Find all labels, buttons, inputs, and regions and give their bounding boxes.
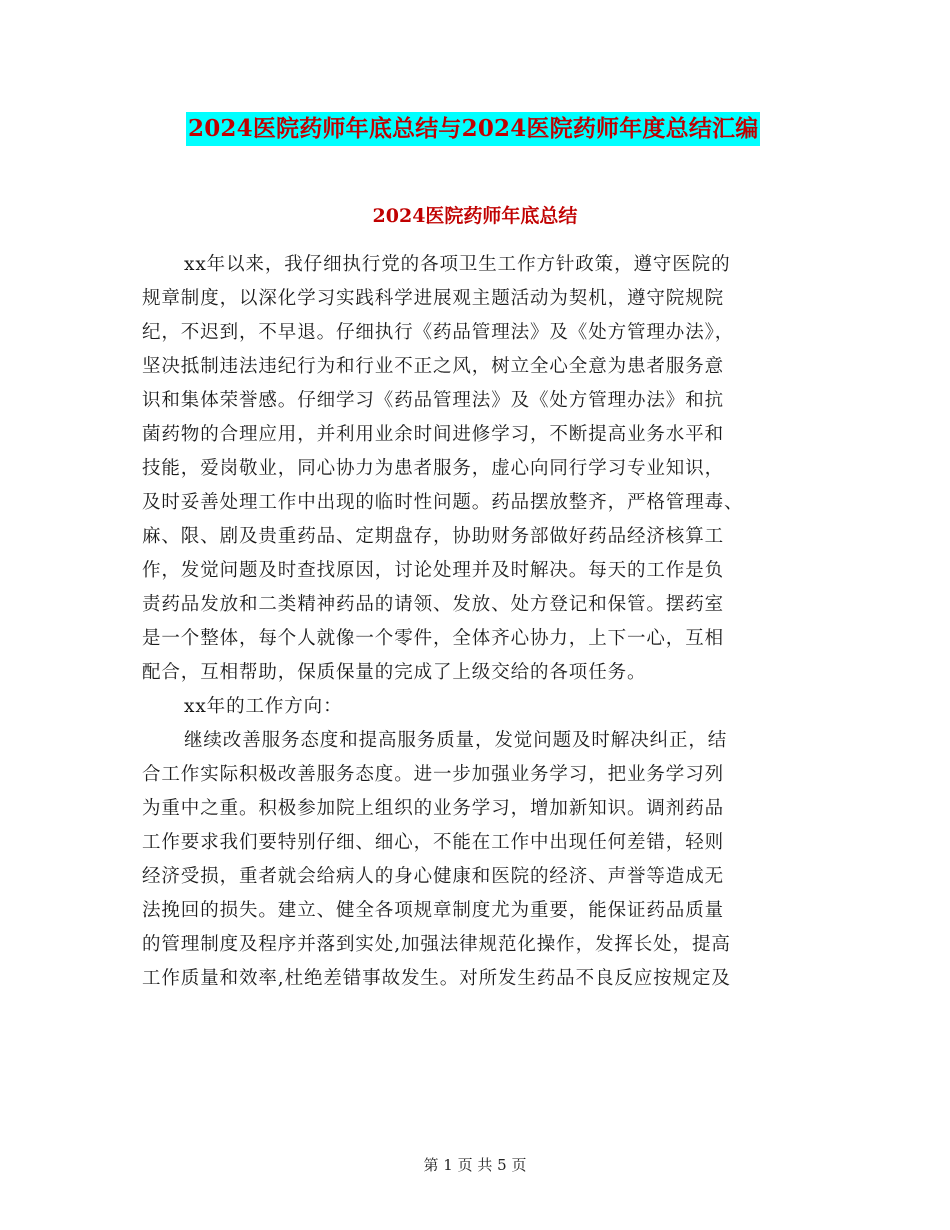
subheading-line: xx年的工作方向： <box>184 696 343 717</box>
paragraph-line: 工作要求我们要特别仔细、细心，不能在工作中出现任何差错，轻则 <box>142 832 725 853</box>
body-text <box>142 248 802 996</box>
paragraph-line: 技能，爱岗敬业，同心协力为患者服务，虚心向同行学习专业知识， <box>142 458 725 479</box>
paragraph-line: 法挽回的损失。建立、健全各项规章制度尤为重要，能保证药品质量 <box>142 900 725 921</box>
paragraph-line: 经济受损，重者就会给病人的身心健康和医院的经济、声誉等造成无 <box>142 866 725 887</box>
paragraph-line: 工作质量和效率,杜绝差错事故发生。对所发生药品不良反应按规定及 <box>142 968 731 989</box>
paragraph-line: 规章制度，以深化学习实践科学进展观主题活动为契机，遵守院规院 <box>142 288 725 309</box>
paragraph-line: 作，发觉问题及时查找原因，讨论处理并及时解决。每天的工作是负 <box>142 560 725 581</box>
paragraph-line: 继续改善服务态度和提高服务质量，发觉问题及时解决纠正，结 <box>184 730 728 751</box>
paragraph-line: 是一个整体，每个人就像一个零件，全体齐心协力，上下一心，互相 <box>142 628 725 649</box>
paragraph-line: 识和集体荣誉感。仔细学习《药品管理法》及《处方管理办法》和抗 <box>142 390 725 411</box>
paragraph-line: 麻、限、剧及贵重药品、定期盘存，协助财务部做好药品经济核算工 <box>142 526 725 547</box>
paragraph-line: 合工作实际积极改善服务态度。进一步加强业务学习，把业务学习列 <box>142 764 725 785</box>
paragraph-line: 为重中之重。积极参加院上组织的业务学习，增加新知识。调剂药品 <box>142 798 725 819</box>
paragraph-line: xx年以来，我仔细执行党的各项卫生工作方针政策，遵守医院的 <box>184 254 731 275</box>
paragraph-line: 的管理制度及程序并落到实处,加强法律规范化操作，发挥长处，提高 <box>142 934 731 955</box>
paragraph-line: 纪，不迟到，不早退。仔细执行《药品管理法》及《处方管理办法》， <box>142 322 735 343</box>
paragraph-line: 及时妥善处理工作中出现的临时性问题。药品摆放整齐，严格管理毒、 <box>142 492 744 513</box>
paragraph-line: 坚决抵制违法违纪行为和行业不正之风，树立全心全意为患者服务意 <box>142 356 725 377</box>
paragraph-line: 菌药物的合理应用，并利用业余时间进修学习，不断提高业务水平和 <box>142 424 725 445</box>
document-title: 2024医院药师年底总结与2024医院药师年度总结汇编 <box>186 112 760 146</box>
paragraph-line: 责药品发放和二类精神药品的请领、发放、处方登记和保管。摆药室 <box>142 594 725 615</box>
paragraph-line: 配合，互相帮助，保质保量的完成了上级交给的各项任务。 <box>142 662 647 683</box>
page-number-footer: 第 1 页 共 5 页 <box>423 1156 527 1174</box>
section-title: 2024医院药师年底总结 <box>372 205 578 227</box>
